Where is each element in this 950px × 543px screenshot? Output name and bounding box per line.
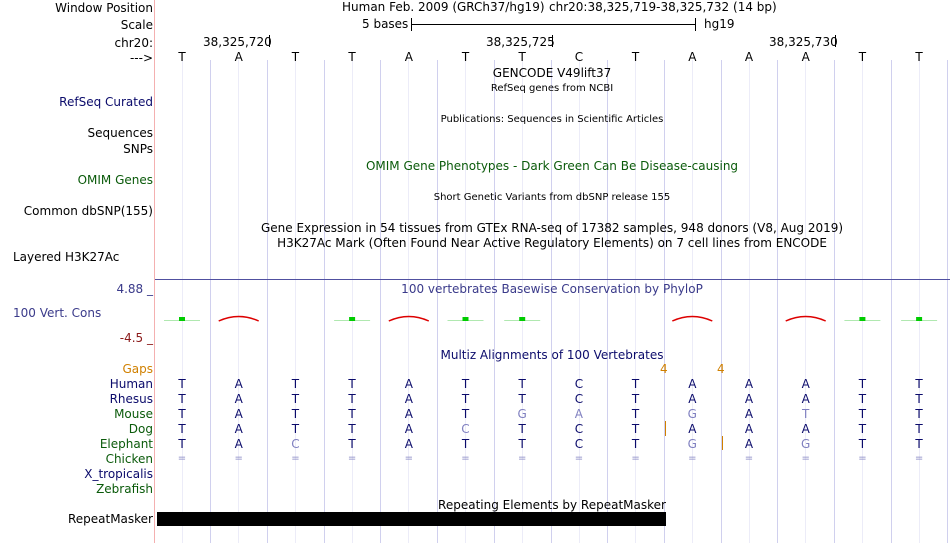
reference-base: A (744, 50, 754, 64)
snps-label[interactable]: SNPs (123, 142, 153, 156)
alignment-base: = (574, 453, 584, 464)
alignment-base: T (178, 392, 186, 406)
alignment-base: G (801, 437, 811, 451)
alignment-base: A (404, 422, 413, 436)
alignment-base: T (802, 407, 810, 421)
alignment-base: T (631, 422, 640, 436)
omim-genes-label[interactable]: OMIM Genes (77, 173, 153, 187)
alignment-base: T (915, 392, 923, 406)
alignment-base: T (518, 377, 526, 391)
alignment-base: A (801, 422, 810, 436)
omim-title[interactable]: OMIM Gene Phenotypes - Dark Green Can Be Disease-causing (365, 159, 739, 173)
alignment-base: T (631, 377, 640, 391)
alignment-base: = (234, 453, 243, 464)
alignment-base: = (517, 453, 527, 464)
alignment-base: T (518, 392, 526, 406)
alignment-base: = (914, 453, 924, 464)
layered-h3k27ac-label[interactable]: Layered H3K27Ac (13, 250, 120, 264)
alignment-base: = (744, 453, 754, 464)
alignment-base: T (915, 377, 923, 391)
reference-base: T (461, 50, 470, 64)
gaps-label: Gaps (122, 362, 153, 376)
alignment-base: T (348, 377, 356, 391)
reference-base: T (631, 50, 640, 64)
gap-count-2: 4 (717, 362, 725, 376)
reference-base: T (518, 50, 526, 64)
alignment-base: A (744, 392, 754, 406)
species-label-human[interactable]: Human (109, 377, 153, 391)
alignment-base: T (461, 407, 470, 421)
alignment-base: A (744, 407, 754, 421)
phylop-bar (179, 317, 185, 321)
reference-base: T (858, 50, 867, 64)
reference-base: A (801, 50, 810, 64)
assembly-name: Human Feb. 2009 (GRCh37/hg19) (342, 0, 545, 14)
alignment-base: T (518, 422, 526, 436)
common-dbsnp-label[interactable]: Common dbSNP(155) (23, 204, 153, 218)
alignment-base: = (631, 453, 640, 464)
alignment-base: T (631, 392, 640, 406)
alignment-base: T (858, 377, 867, 391)
phylop-bar (916, 317, 922, 321)
phylop-bar (349, 317, 355, 321)
phylop-bar (859, 317, 865, 321)
alignment-base: = (291, 453, 300, 464)
repeatmasker-label[interactable]: RepeatMasker (67, 512, 153, 526)
alignment-base: A (234, 422, 243, 436)
scale-label: Scale (120, 18, 153, 32)
strand-arrow-label: ---> (129, 51, 153, 65)
alignment-base: C (461, 422, 470, 436)
vert-cons-label[interactable]: 100 Vert. Cons (13, 306, 102, 320)
gencode-title[interactable]: GENCODE V49lift37 (492, 66, 612, 80)
alignment-base: G (517, 407, 527, 421)
alignment-base: A (688, 392, 697, 406)
alignment-base: A (744, 422, 754, 436)
repeatmasker-element[interactable] (157, 512, 666, 526)
chrom-label: chr20: (114, 36, 153, 50)
refseq-curated-label[interactable]: RefSeq Curated (59, 95, 153, 109)
alignment-base: = (404, 453, 413, 464)
multiz-title[interactable]: Multiz Alignments of 100 Vertebrates (440, 348, 664, 362)
alignment-base: A (744, 377, 754, 391)
alignment-base: C (574, 422, 584, 436)
alignment-base: = (858, 453, 867, 464)
alignment-base: A (801, 392, 810, 406)
alignment-base: C (574, 437, 584, 451)
refseq-title[interactable]: RefSeq genes from NCBI (490, 83, 614, 94)
alignment-base: T (461, 437, 470, 451)
alignment-base: T (915, 407, 923, 421)
alignment-base: A (404, 377, 413, 391)
alignment-base: T (291, 422, 300, 436)
species-label-zebrafish[interactable]: Zebrafish (96, 482, 153, 496)
alignment-base: A (234, 392, 243, 406)
phylop-bar (463, 317, 469, 321)
cons-max-label: 4.88 _ (116, 282, 153, 296)
alignment-base: T (631, 437, 640, 451)
alignment-base: G (687, 407, 697, 421)
alignment-base: T (178, 407, 186, 421)
alignment-base: = (461, 453, 470, 464)
alignment-base: A (234, 437, 243, 451)
alignment-base: T (461, 377, 470, 391)
alignment-base: A (688, 422, 697, 436)
alignment-base: T (858, 392, 867, 406)
alignment-base: T (178, 377, 186, 391)
alignment-base: C (574, 377, 584, 391)
alignment-base: = (177, 453, 187, 464)
species-label-x_tropicalis[interactable]: X_tropicalis (84, 467, 153, 481)
scale-bases-text: 5 bases (362, 17, 409, 31)
alignment-base: T (915, 422, 923, 436)
alignment-base: A (688, 377, 697, 391)
repeatmasker-title[interactable]: Repeating Elements by RepeatMasker (438, 498, 666, 512)
reference-base: A (234, 50, 243, 64)
alignment-base: T (348, 437, 356, 451)
alignment-base: T (858, 422, 867, 436)
alignment-base: A (234, 377, 243, 391)
reference-base: T (178, 50, 186, 64)
alignment-base: T (291, 377, 300, 391)
alignment-base: T (348, 422, 356, 436)
alignment-base: = (347, 453, 357, 464)
tick-label-2: 38,325,725 (486, 35, 555, 49)
alignment-base: A (574, 407, 583, 421)
alignment-base: C (574, 392, 584, 406)
publications-title[interactable]: Publications: Sequences in Scientific Articles (440, 114, 664, 125)
reference-base: T (348, 50, 356, 64)
gtex-title[interactable]: Gene Expression in 54 tissues from GTEx RNA-seq of 17382 samples, 948 donors (V8, Aug 2019) (260, 221, 844, 235)
species-label-chicken[interactable]: Chicken (105, 452, 153, 466)
alignment-base: A (404, 392, 413, 406)
tick-label-3: 38,325,730 (769, 35, 838, 49)
alignment-base: = (801, 453, 810, 464)
tick-label-1: 38,325,720 (203, 35, 272, 49)
alignment-base: = (688, 453, 697, 464)
alignment-base: A (744, 437, 754, 451)
alignment-base: T (461, 392, 470, 406)
reference-base: T (915, 50, 923, 64)
reference-base: T (291, 50, 300, 64)
alignment-base: C (291, 437, 300, 451)
species-label-dog[interactable]: Dog (128, 422, 153, 436)
phylop-title[interactable]: 100 vertebrates Basewise Conservation by PhyloP (401, 282, 703, 296)
sequences-label[interactable]: Sequences (87, 126, 153, 140)
alignment-base: T (518, 437, 526, 451)
gap-count-1: 4 (660, 362, 668, 376)
alignment-base: T (915, 437, 923, 451)
alignment-base: T (631, 407, 640, 421)
alignment-base: A (234, 407, 243, 421)
reference-base: A (688, 50, 697, 64)
genomic-position: chr20:38,325,719-38,325,732 (14 bp) (549, 0, 777, 14)
alignment-base: T (291, 407, 300, 421)
reference-base: A (404, 50, 413, 64)
reference-base: C (574, 50, 584, 64)
alignment-base: A (404, 437, 413, 451)
window-position-label: Window Position (55, 1, 153, 15)
species-label-mouse[interactable]: Mouse (114, 407, 153, 421)
species-label-elephant[interactable]: Elephant (99, 437, 153, 451)
alignment-base: T (858, 437, 867, 451)
phylop-bar (519, 317, 525, 321)
alignment-base: T (348, 407, 356, 421)
scale-db-text: hg19 (704, 17, 735, 31)
dbsnp-title[interactable]: Short Genetic Variants from dbSNP release 155 (433, 192, 671, 203)
alignment-base: T (178, 437, 186, 451)
alignment-base: A (404, 407, 413, 421)
label-divider (154, 0, 155, 543)
alignment-base: G (687, 437, 697, 451)
species-label-rhesus[interactable]: Rhesus (109, 392, 153, 406)
h3k27ac-title[interactable]: H3K27Ac Mark (Often Found Near Active Regulatory Elements) on 7 cell lines from ENCODE (277, 236, 827, 250)
alignment-base: T (178, 422, 186, 436)
alignment-base: A (801, 377, 810, 391)
alignment-base: T (348, 392, 356, 406)
alignment-base: T (291, 392, 300, 406)
cons-min-label: -4.5 _ (119, 331, 153, 345)
alignment-base: T (858, 407, 867, 421)
